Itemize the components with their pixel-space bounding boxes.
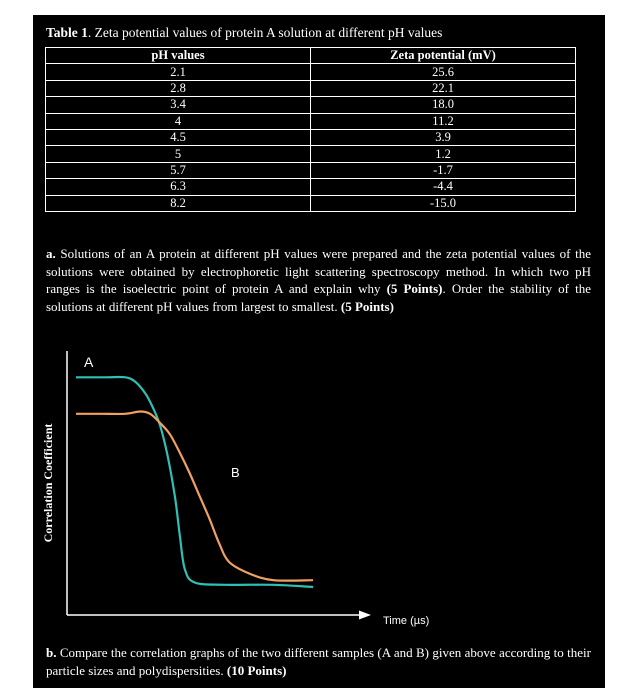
- table-row: [46, 129, 576, 145]
- header-zeta: Zeta potential (mV): [311, 48, 576, 64]
- cell-zeta: 1.2: [311, 146, 576, 162]
- table-row: [46, 80, 576, 96]
- table-row: [46, 146, 576, 162]
- cell-ph: 5.7: [46, 162, 311, 178]
- document-panel: [33, 15, 605, 688]
- cell-ph: 5: [46, 146, 311, 162]
- header-ph: pH values: [46, 48, 311, 64]
- cell-ph: 4: [46, 113, 311, 129]
- question-b: [46, 644, 591, 679]
- question-a-text-2: . Order the stability of the solutions at different pH values from largest to smallest.: [46, 281, 591, 314]
- question-a-points-2: (5 Points): [340, 298, 394, 314]
- cell-ph: 6.3: [46, 179, 311, 195]
- cell-ph: 2.1: [46, 64, 311, 80]
- cell-ph: 3.4: [46, 97, 311, 113]
- question-a-points-1: (5 Points): [386, 281, 443, 296]
- cell-ph: 2.8: [46, 80, 311, 96]
- question-b-text: Compare the correlation graphs of the two different samples (A and B) given above according to their particle sizes and polydispersities.: [46, 645, 591, 678]
- cell-ph: 8.2: [46, 195, 311, 211]
- table-caption-text: . Zeta potential values of protein A solution at different pH values: [87, 25, 443, 40]
- table-row: [46, 162, 576, 178]
- y-axis-label: Correlation Coefficient: [41, 423, 55, 543]
- cell-zeta: 3.9: [311, 129, 576, 145]
- cell-zeta: 22.1: [311, 80, 576, 96]
- series-line-b: [76, 412, 313, 581]
- cell-zeta: 11.2: [311, 113, 576, 129]
- table-row: [46, 97, 576, 113]
- question-b-label: b.: [46, 645, 57, 660]
- question-b-points: (10 Points): [226, 662, 287, 678]
- table-row: [46, 113, 576, 129]
- zeta-potential-table: [45, 47, 576, 212]
- table-row: [46, 179, 576, 195]
- cell-ph: 4.5: [46, 129, 311, 145]
- table-caption: [46, 25, 442, 41]
- question-a: [46, 245, 591, 315]
- cell-zeta: 25.6: [311, 64, 576, 80]
- series-label-b: B: [231, 465, 240, 480]
- cell-zeta: -4.4: [311, 179, 576, 195]
- cell-zeta: -15.0: [311, 195, 576, 211]
- table-header-row: [46, 48, 576, 64]
- table-row: [46, 64, 576, 80]
- question-a-text: Solutions of an A protein at different pH values were prepared and the zeta potential values of the solutions were obtained by electrophoretic light scattering spectroscopy method. In which two pH ranges is the isoelectric point of protein A and explain why: [46, 246, 591, 296]
- x-axis-label: Time (µs): [383, 615, 430, 627]
- table-row: [46, 195, 576, 211]
- correlation-chart: [33, 333, 605, 633]
- cell-zeta: -1.7: [311, 162, 576, 178]
- cell-zeta: 18.0: [311, 97, 576, 113]
- x-axis-arrowhead: [359, 611, 371, 620]
- table-caption-label: Table 1: [46, 25, 88, 40]
- series-label-a: A: [84, 354, 94, 370]
- question-a-label: a.: [46, 246, 56, 261]
